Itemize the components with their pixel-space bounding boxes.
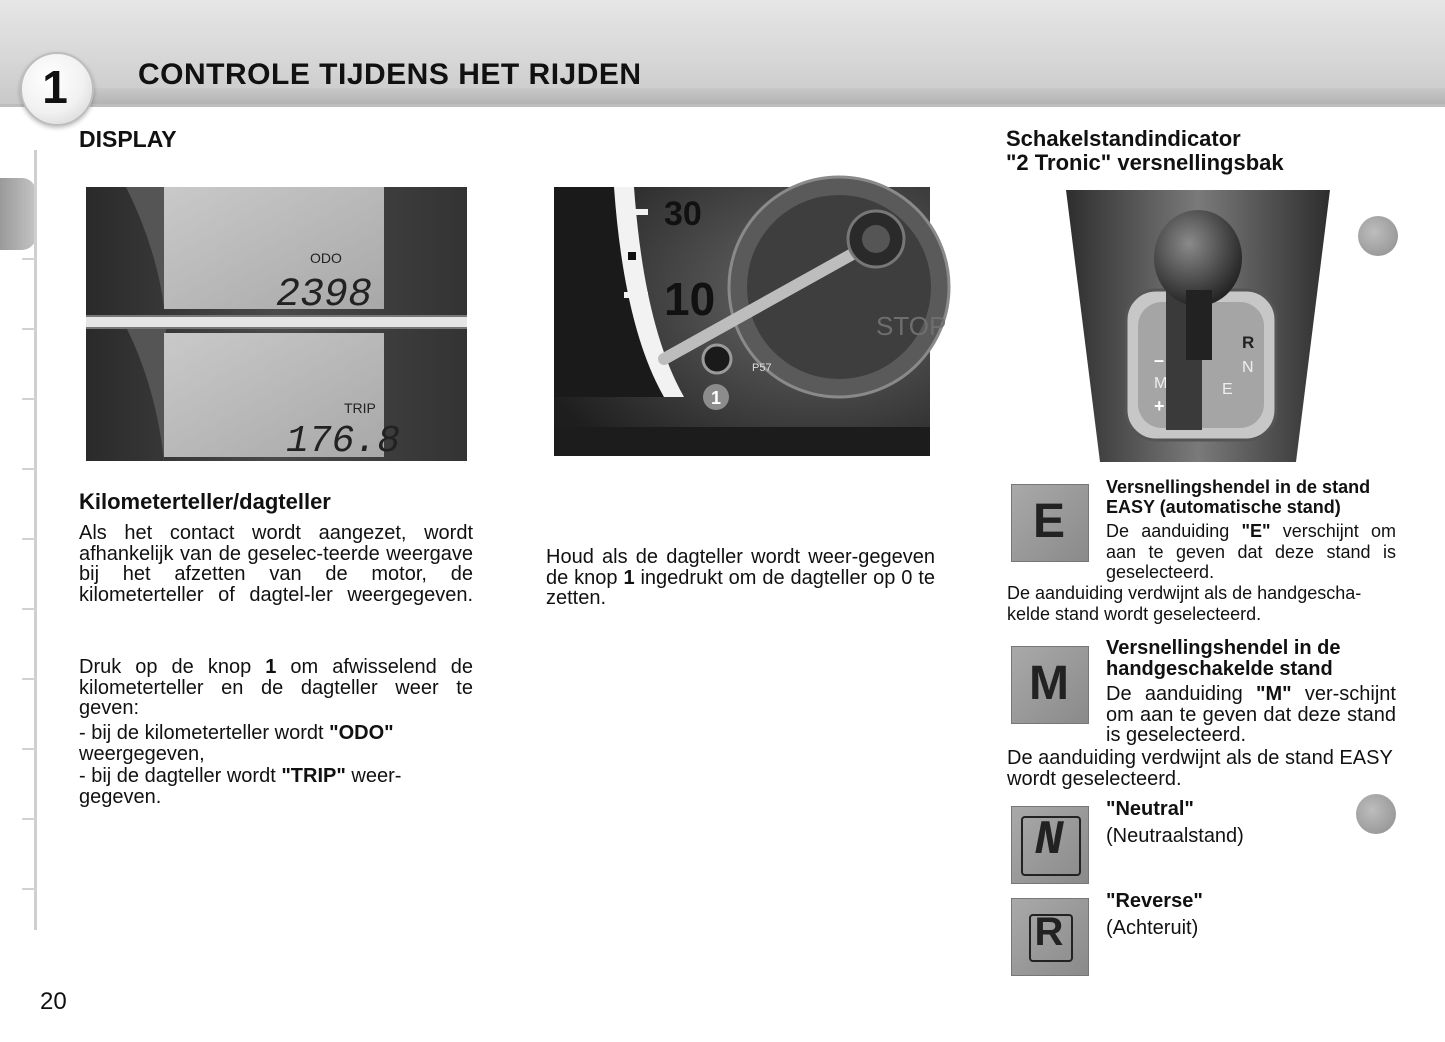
title-line: handgeschakelde stand (1106, 658, 1333, 680)
toggle-paragraph (79, 657, 473, 719)
odo-label: ODO (310, 250, 342, 266)
trip-label: TRIP (344, 400, 376, 416)
bullet-odo (79, 723, 473, 764)
button-code-label: P57 (752, 362, 772, 374)
gear-label-m: M (1154, 375, 1168, 392)
heading-line: Schakelstandindicator (1006, 126, 1241, 151)
page-number: 20 (40, 988, 67, 1015)
side-tick (22, 818, 36, 820)
manual-note: De aanduiding verdwijnt als de stand EASY wordt geselecteerd. (1007, 747, 1393, 790)
toggle-text: Druk op de knop (79, 656, 266, 678)
toggle-text-end: om afwisselend de kilometerteller en de dagteller weer te geven: (79, 656, 473, 719)
title-line: EASY (automatische stand) (1106, 497, 1341, 517)
side-tick (22, 888, 36, 890)
reset-text: Houd als de dagteller wordt weer-gegeven de knop (546, 546, 935, 589)
reverse-title: "Reverse" (1106, 890, 1203, 912)
side-tick (22, 468, 36, 470)
side-tick (22, 328, 36, 330)
side-tick (22, 538, 36, 540)
body-text: De aanduiding (1106, 521, 1242, 541)
gear-lever-photo (1066, 190, 1330, 462)
reset-paragraph (546, 547, 935, 609)
speed-10-label: 10 (664, 273, 716, 325)
callout-1: 1 (710, 388, 722, 408)
side-tick (22, 678, 36, 680)
gear-label-n: N (1242, 359, 1254, 376)
neutral-desc: (Neutraalstand) (1106, 825, 1244, 847)
side-tick (22, 398, 36, 400)
heading-line: "2 Tronic" versnellingsbak (1006, 150, 1284, 175)
reset-text-end: ingedrukt om de dagteller op 0 te zetten. (546, 566, 935, 609)
button-ref: 1 (265, 656, 277, 678)
side-rule (34, 150, 37, 930)
body-text: De aanduiding (1106, 683, 1256, 705)
easy-title (1106, 477, 1370, 517)
bullet-text: - bij de kilometerteller wordt (79, 722, 330, 744)
bullet-text-end: weergegeven, (79, 742, 205, 765)
body-text-end: verschijnt om aan te geven dat deze stand is geselecteerd. (1106, 521, 1396, 582)
button-ref: 1 (623, 566, 635, 589)
chapter-title: CONTROLE TIJDENS HET RIJDEN (138, 58, 642, 91)
easy-note: De aanduiding verdwijnt als de handgescha-kelde stand wordt geselecteerd. (1007, 583, 1362, 624)
trip-value: 176.8 (286, 420, 401, 463)
gear-label-plus: + (1154, 396, 1165, 416)
thumb-index-tab (0, 178, 36, 250)
speed-30-label: 30 (664, 195, 702, 233)
reverse-indicator-letter: R (1034, 910, 1064, 954)
manual-body (1106, 684, 1396, 746)
reverse-desc: (Achteruit) (1106, 917, 1199, 939)
gear-indicator-heading (1006, 127, 1284, 175)
neutral-indicator-letter: N (1034, 814, 1064, 868)
title-line: Versnellingshendel in de stand (1106, 477, 1371, 497)
bullet-text-end: weer-gegeven. (79, 765, 402, 808)
display-heading: DISPLAY (79, 126, 177, 152)
odo-value: 2398 (276, 273, 373, 318)
title-line: Versnellingshendel in de (1106, 637, 1341, 659)
bullet-text: - bij de dagteller wordt (79, 765, 282, 787)
margin-marker-dot (1358, 216, 1398, 256)
gear-label-e: E (1222, 381, 1233, 398)
margin-marker-dot (1356, 794, 1396, 834)
odometer-paragraph: Als het contact wordt aangezet, wordt afhankelijk van de geselec-teerde weergave bij het afzetten van de motor, de kilometerteller of dagtel-ler weergegeven. (79, 522, 473, 606)
manual-indicator-letter: M (1029, 657, 1069, 710)
manual-title (1106, 638, 1341, 680)
side-tick (22, 748, 36, 750)
side-tick (22, 258, 36, 260)
chapter-number: 1 (42, 61, 68, 113)
instrument-cluster-photo (554, 187, 947, 456)
body-text-end: ver-schijnt om aan te geven dat deze stand is geselecteerd. (1106, 683, 1396, 746)
trip-reset-button-icon (703, 345, 731, 373)
e-term: "E" (1241, 521, 1271, 541)
gear-label-r: R (1242, 333, 1255, 352)
bullet-trip (79, 766, 473, 807)
side-tick (22, 608, 36, 610)
trip-term: "TRIP" (281, 765, 346, 787)
m-term: "M" (1255, 683, 1292, 705)
easy-indicator-letter: E (1032, 495, 1065, 548)
odometer-display-photo (86, 187, 467, 461)
neutral-title: "Neutral" (1106, 798, 1194, 820)
easy-body (1106, 521, 1396, 583)
odometer-subheading: Kilometerteller/dagteller (79, 489, 331, 514)
odo-term: "ODO" (329, 722, 394, 744)
gear-label-minus: – (1154, 350, 1165, 370)
stop-warning-label: STOP (876, 311, 947, 341)
